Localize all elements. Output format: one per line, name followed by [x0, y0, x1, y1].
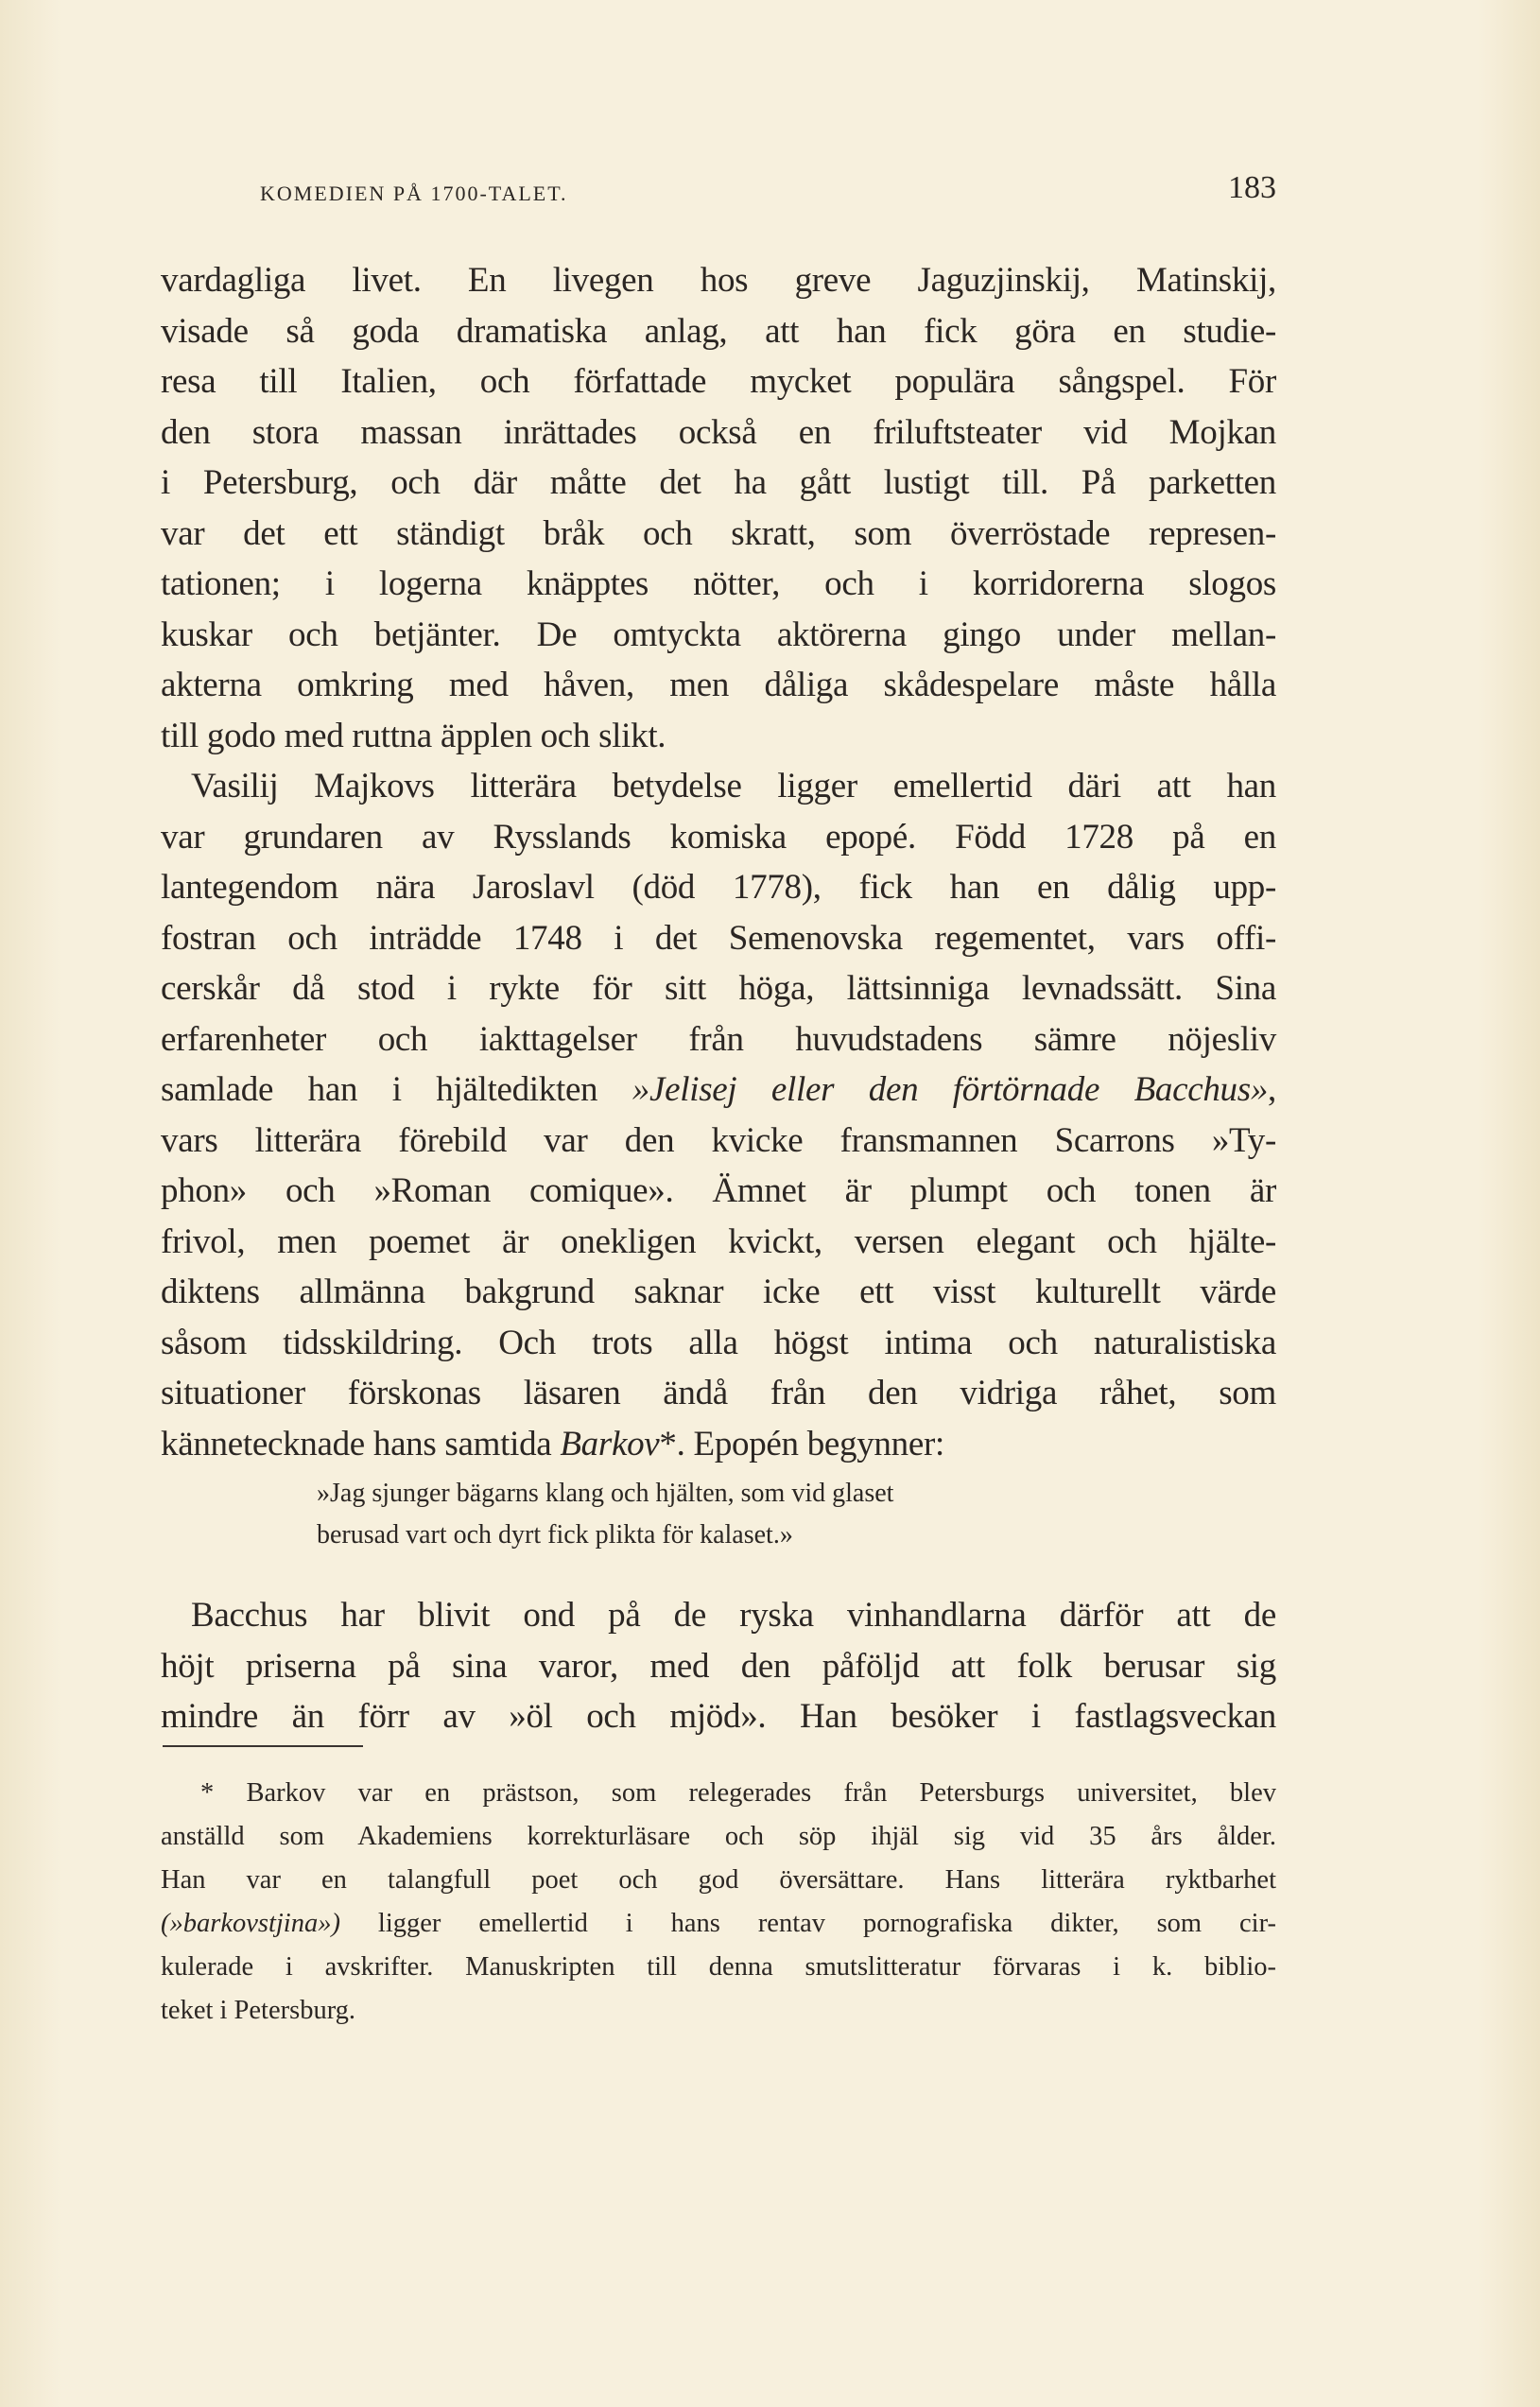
- text-line-with-footnote-ref: [161, 1419, 1276, 1470]
- text-line: till godo med ruttna äpplen och slikt.: [161, 716, 666, 755]
- text-line: vardagliga livet. En livegen hos greve Jaguzjinskij, Matinskij,: [161, 261, 1276, 300]
- italic-term: (»barkovstjina»): [161, 1909, 340, 1938]
- running-title: KOMEDIEN PÅ 1700-TALET.: [260, 182, 568, 205]
- text-line: lantegendom nära Jaroslavl (död 1778), fick han en dålig upp-: [161, 868, 1276, 907]
- footnote-divider: [163, 1745, 363, 1747]
- footnote-line: anställd som Akademiens korrekturläsare och söp ihjäl sig vid 35 års ålder.: [161, 1822, 1276, 1851]
- text-line: diktens allmänna bakgrund saknar icke ett visst kulturellt värde: [161, 1273, 1276, 1311]
- text-fragment: *. Epopén begynner:: [659, 1424, 944, 1463]
- footnote-line: teket i Petersburg.: [161, 1996, 356, 2025]
- text-line: Bacchus har blivit ond på de ryska vinhandlarna därför att de: [191, 1596, 1276, 1635]
- text-line: kuskar och betjänter. De omtyckta aktörerna gingo under mellan-: [161, 615, 1276, 654]
- text-line: phon» och »Roman comique». Ämnet är plumpt och tonen är: [161, 1171, 1276, 1210]
- footnote-line: * Barkov var en prästson, som relegerades från Petersburgs universitet, blev: [200, 1778, 1276, 1808]
- footnote-line-with-term: [161, 1902, 1276, 1946]
- page-header: [161, 170, 1276, 208]
- text-line: Vasilij Majkovs litterära betydelse ligger emellertid däri att han: [191, 767, 1276, 805]
- text-line: var det ett ständigt bråk och skratt, som överröstade represen-: [161, 513, 1276, 553]
- text-line-with-title: [161, 1065, 1276, 1116]
- text-fragment: kännetecknade hans samtida: [161, 1424, 561, 1463]
- work-title: »Jelisej eller den förtörnade Bacchus»: [632, 1070, 1269, 1109]
- text-line: frivol, men poemet är onekligen kvickt, versen elegant och hjälte-: [161, 1221, 1276, 1261]
- page-number: 183: [1228, 170, 1276, 205]
- text-fragment: ligger emellertid i hans rentav pornografiska dikter, som cir-: [339, 1909, 1276, 1938]
- text-line: fostran och inträdde 1748 i det Semenovska regementet, vars offi-: [161, 918, 1276, 958]
- text-line: såsom tidsskildring. Och trots alla högst intima och naturalistiska: [161, 1323, 1276, 1362]
- body-text-continued: [161, 1590, 1276, 1742]
- footnote-line: kulerade i avskrifter. Manuskripten till denna smutslitteratur förvaras i k. biblio-: [161, 1952, 1276, 1982]
- text-line: höjt priserna på sina varor, med den påföljd att folk berusar sig: [161, 1646, 1276, 1686]
- text-line: resa till Italien, och författade mycket populära sångspel. För: [161, 362, 1276, 401]
- text-fragment: samlade han i hjältedikten: [161, 1070, 632, 1109]
- text-line: tationen; i logerna knäpptes nötter, och i korridorerna slogos: [161, 564, 1276, 603]
- verse-quote: [317, 1473, 1101, 1556]
- footnote: [161, 1772, 1276, 2033]
- barkov-name: Barkov: [560, 1424, 660, 1463]
- text-line: vars litterära förebild var den kvicke fransmannen Scarrons »Ty-: [161, 1120, 1276, 1160]
- text-line: visade så goda dramatiska anlag, att han fick göra en studie-: [161, 311, 1276, 351]
- text-line: i Petersburg, och där måtte det ha gått lustigt till. På parketten: [161, 463, 1276, 502]
- text-line: den stora massan inrättades också en friluftsteater vid Mojkan: [161, 412, 1276, 452]
- text-line: situationer förskonas läsaren ändå från den vidriga råhet, som: [161, 1374, 1276, 1412]
- verse-line: berusad vart och dyrt fick plikta för kalaset.»: [317, 1520, 793, 1550]
- text-fragment: ,: [1268, 1070, 1276, 1109]
- text-line: erfarenheter och iakttagelser från huvudstadens sämre nöjesliv: [161, 1019, 1276, 1059]
- body-text: [161, 255, 1276, 1469]
- text-line: cerskår då stod i rykte för sitt höga, lättsinniga levnadssätt. Sina: [161, 969, 1276, 1008]
- footnote-line: Han var en talangfull poet och god översättare. Hans litterära ryktbarhet: [161, 1865, 1276, 1895]
- text-line: akterna omkring med håven, men dåliga skådespelare måste hålla: [161, 666, 1276, 704]
- text-line: var grundaren av Rysslands komiska epopé. Född 1728 på en: [161, 817, 1276, 857]
- text-line: mindre än förr av »öl och mjöd». Han besöker i fastlagsveckan: [161, 1697, 1276, 1736]
- verse-line: »Jag sjunger bägarns klang och hjälten, som vid glaset: [317, 1479, 894, 1508]
